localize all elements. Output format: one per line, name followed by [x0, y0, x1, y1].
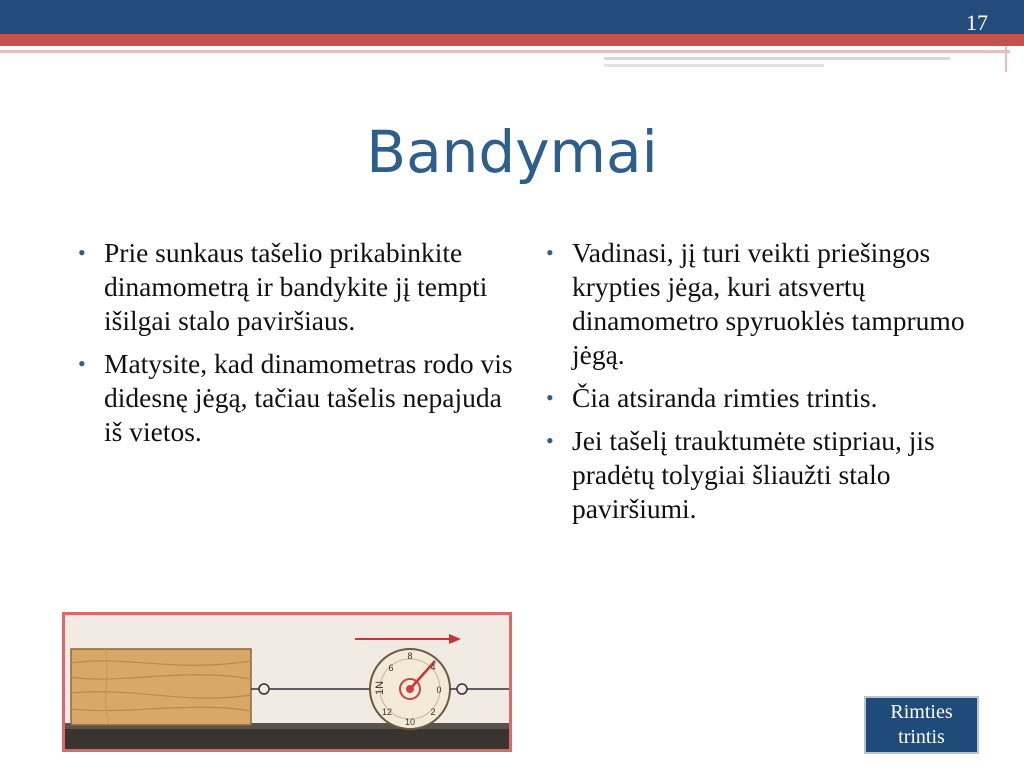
slide-title: Bandymai: [366, 118, 658, 186]
hook-ring-icon: [259, 684, 269, 694]
bullet-icon: •: [546, 428, 554, 453]
top-bar: [0, 0, 1024, 34]
wooden-block: [71, 649, 251, 725]
left-bullet-list: [74, 236, 514, 458]
dial-number: 2: [430, 707, 436, 717]
list-item: [542, 236, 972, 372]
bullet-text: Jei tašelį trauktumėte stipriau, jis pradėtų tolygiai šliaužti stalo paviršiumi.: [572, 425, 935, 524]
button-label-line1: Rimties: [890, 701, 953, 723]
bullet-text: Matysite, kad dinamometras rodo vis didesnę jėgą, tačiau tašelis nepajuda iš vietos.: [104, 348, 513, 447]
bullet-icon: •: [78, 351, 86, 376]
experiment-figure: [62, 612, 512, 752]
bullet-text: Vadinasi, jį turi veikti priešingos krypties jėga, kuri atsvertų dinamometro spyruoklės tamprumo jėgą.: [572, 237, 965, 370]
dial-number: 10: [404, 717, 416, 727]
decorative-stripe: [0, 50, 1010, 53]
dynamometer-dial: [370, 649, 450, 729]
bullet-icon: •: [78, 240, 86, 265]
dial-number: 6: [388, 663, 394, 673]
decorative-stripe: [604, 64, 824, 67]
list-item: [542, 381, 972, 415]
list-item: [542, 424, 972, 526]
dial-number: 0: [436, 685, 442, 695]
force-arrow-icon: [355, 634, 461, 644]
decorative-stripe: [1005, 46, 1007, 72]
dial-number: 8: [407, 651, 413, 661]
bullet-icon: •: [546, 240, 554, 265]
top-bar-accent: [0, 34, 1024, 46]
bullet-text: Čia atsiranda rimties trintis.: [572, 382, 878, 413]
button-label-line2: trintis: [898, 726, 945, 748]
list-item: [74, 236, 514, 338]
rimties-trintis-button[interactable]: [864, 696, 979, 754]
dial-label: 1N: [374, 680, 386, 695]
decorative-stripe: [604, 57, 950, 60]
bullet-text: Prie sunkaus tašelio prikabinkite dinamometrą ir bandykite jį tempti išilgai stalo paviršiaus.: [104, 237, 488, 336]
dial-number: 4: [430, 662, 436, 672]
right-bullet-list: [542, 236, 972, 535]
list-item: [74, 347, 514, 449]
bullet-icon: •: [546, 385, 554, 410]
table-surface: [65, 727, 509, 749]
hook-ring-icon: [457, 684, 467, 694]
experiment-illustration: [65, 615, 509, 749]
slide-number: 17: [966, 10, 988, 35]
dial-number: 12: [381, 707, 393, 717]
